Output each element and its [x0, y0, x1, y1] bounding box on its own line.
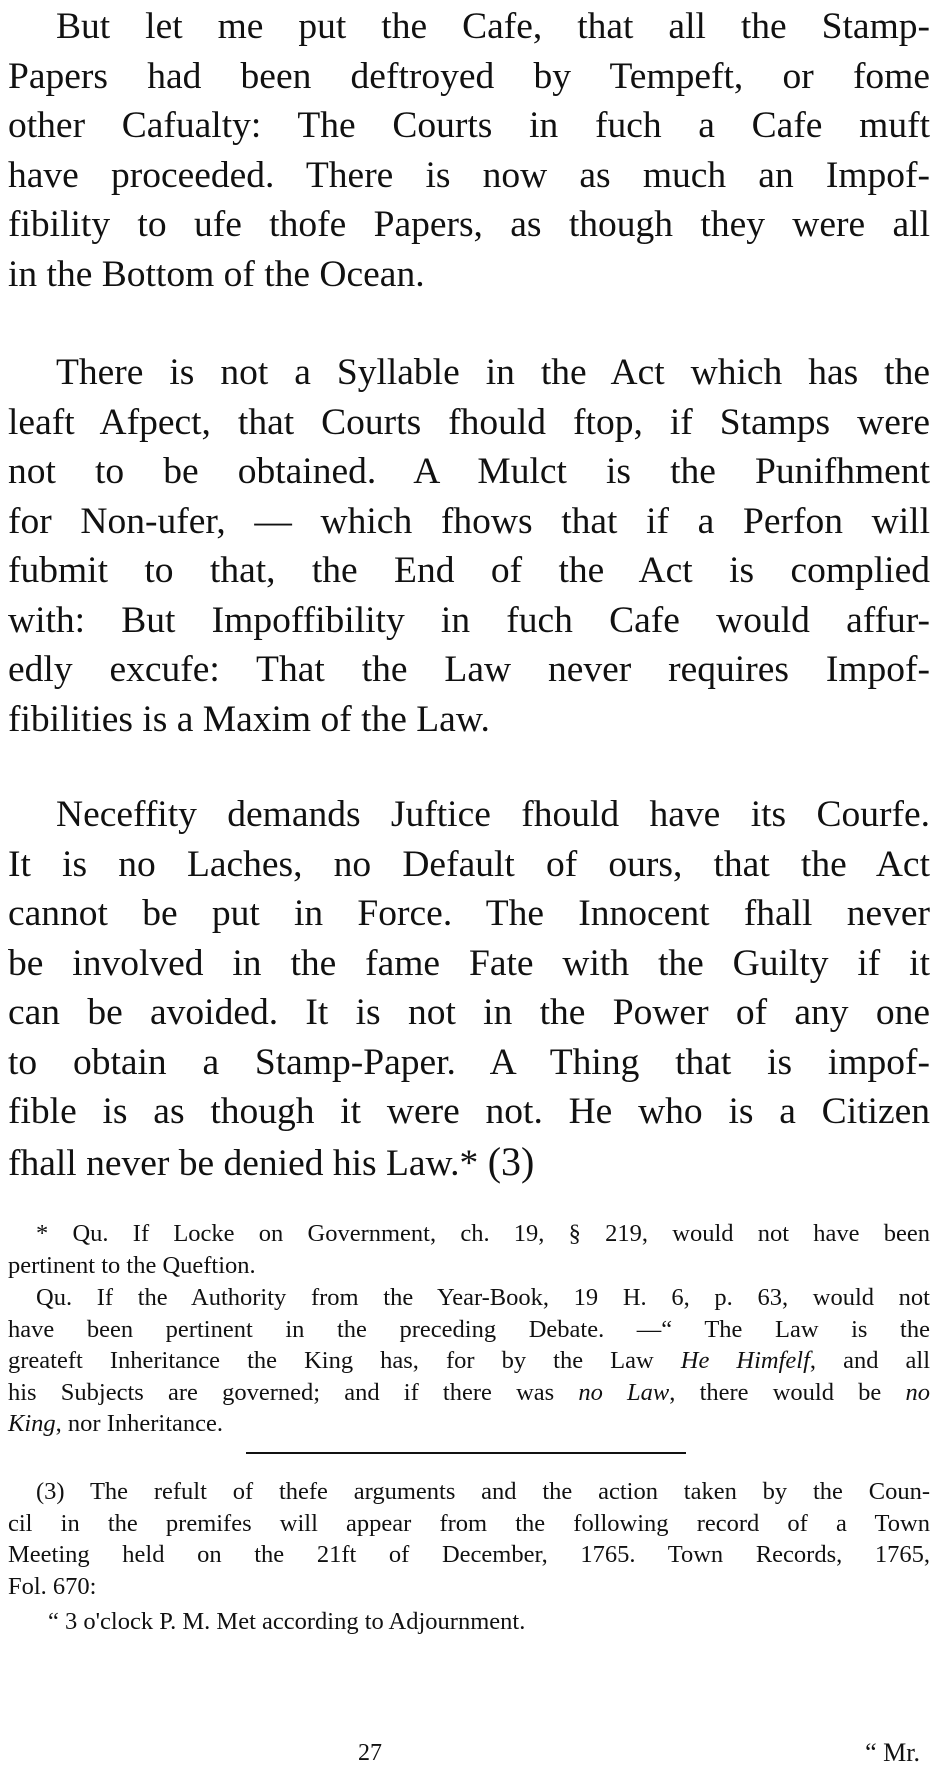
town-record-quote	[8, 1606, 930, 1638]
text-line: Papers had been deftroyed by Tempeft, or fome	[8, 55, 930, 97]
paragraph-stamp-papers	[8, 2, 930, 299]
footnote-line	[8, 1377, 930, 1409]
footnote-year-book	[8, 1282, 930, 1440]
text-line: to obtain a Stamp-Paper. A Thing that is impof-	[8, 1041, 930, 1083]
text-line: can be avoided. It is not in the Power of any one	[8, 992, 930, 1033]
note-line: Meeting held on the 21ft of December, 1765. Town Records, 1765,	[8, 1541, 930, 1568]
text-line: But let me put the Cafe, that all the Stamp-	[56, 6, 930, 47]
footnote-locke	[8, 1218, 930, 1281]
text-line-content: fhall never be denied his Law.*	[8, 1142, 488, 1184]
separator-rule	[246, 1452, 686, 1454]
footnote-italic-text: no	[905, 1378, 930, 1406]
text-line: cannot be put in Force. The Innocent fhall never	[8, 893, 930, 934]
footnote-line: Qu. If the Authority from the Year-Book, 19 H. 6, p. 63, would not	[36, 1284, 930, 1311]
text-line: not to be obtained. A Mulct is the Punifhment	[8, 451, 930, 492]
footnote-line: * Qu. If Locke on Government, ch. 19, § 219, would not have been	[36, 1220, 930, 1247]
quote-text: “ 3 o'clock P. M. Met according to Adjournment.	[48, 1608, 526, 1635]
paragraph-necessity-justice	[8, 790, 930, 1188]
text-line: edly excufe: That the Law never requires Impof-	[8, 649, 930, 690]
footnote-line	[8, 1345, 930, 1377]
footnote-text: , nor Inheritance.	[55, 1410, 223, 1437]
note-line: Fol. 670:	[8, 1572, 97, 1600]
text-line: fibility to ufe thofe Papers, as though they were all	[8, 204, 930, 245]
footnote-line: pertinent to the Queftion.	[8, 1251, 256, 1279]
text-line: fibilities is a Maxim of the Law.	[8, 698, 490, 740]
footnote-text: , there would be	[669, 1378, 906, 1406]
footnote-italic-text: no Law	[578, 1378, 670, 1406]
paragraph-syllable-in-act	[8, 348, 930, 744]
text-line: have proceeded. There is now as much an Impof-	[8, 154, 930, 196]
text-line: leaft Afpect, that Courts fhould ftop, if Stamps were	[8, 401, 930, 443]
text-line: with: But Impoffibility in fuch Cafe would affur-	[8, 599, 930, 641]
footnote-italic-text: He Himfelf	[680, 1347, 810, 1374]
text-line	[8, 1137, 930, 1189]
page-number: 27	[358, 1740, 382, 1766]
footnote-line: have been pertinent in the preceding Debate. —“ The Law is the	[8, 1315, 930, 1343]
footnote-line	[8, 1408, 930, 1440]
text-line: Neceffity demands Juftice fhould have its Courfe.	[56, 794, 930, 835]
text-line: be involved in the fame Fate with the Guilty if it	[8, 942, 930, 984]
text-line: in the Bottom of the Ocean.	[8, 253, 425, 295]
footnote-text: , and all	[809, 1347, 930, 1374]
note-line: (3) The refult of thefe arguments and the action taken by the Coun-	[36, 1478, 930, 1505]
text-line: other Cafualty: The Courts in fuch a Cafe muft	[8, 105, 930, 146]
text-line: It is no Laches, no Default of ours, that the Act	[8, 843, 930, 885]
text-line: for Non-ufer, — which fhows that if a Perfon will	[8, 500, 930, 542]
note-reference-3[interactable]: (3)	[487, 1138, 535, 1184]
text-line: fible is as though it were not. He who is a Citizen	[8, 1091, 930, 1132]
text-line: fubmit to that, the End of the Act is complied	[8, 550, 930, 591]
text-line: There is not a Syllable in the Act which has the	[56, 352, 930, 393]
editorial-note-3	[8, 1476, 930, 1602]
footnote-text: his Subjects are governed; and if there was	[8, 1378, 579, 1406]
catchword: “ Mr.	[865, 1738, 920, 1767]
footnote-italic-text: King	[8, 1410, 56, 1437]
footnote-text: greateft Inheritance the King has, for by the Law	[8, 1347, 681, 1374]
note-line: cil in the premifes will appear from the following record of a Town	[8, 1509, 930, 1537]
